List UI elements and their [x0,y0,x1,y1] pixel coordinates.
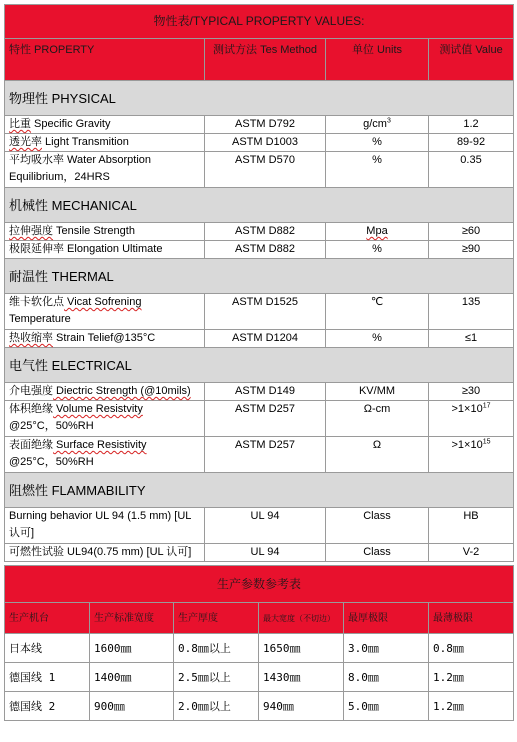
property-table [4,4,514,562]
property-cell [5,437,205,473]
unit-cell: % [326,134,429,152]
production-row [5,634,514,663]
property-cell [5,330,205,348]
production-header: 生产厚度 [174,603,259,634]
value-cell: 89-92 [429,134,514,152]
production-cell: 1430㎜ [259,663,344,692]
production-title: 生产参数参考表 [5,566,514,603]
method-cell: ASTM D882 [205,241,326,259]
property-cell [5,223,205,241]
value-base: >1×10 [451,403,483,415]
production-cell: 2.5㎜以上 [174,663,259,692]
production-header: 生产标准宽度 [90,603,174,634]
unit-cell: Class [326,508,429,544]
method-cell: ASTM D1525 [205,294,326,330]
production-row [5,663,514,692]
section-row [5,81,514,116]
production-cell: 0.8㎜以上 [174,634,259,663]
value-base: >1×10 [451,439,483,451]
section-flammability: 阻燃性 FLAMMABILITY [5,473,514,508]
unit-cell: Ω [326,437,429,473]
value-cell: 1.2 [429,116,514,134]
property-cn: 介电强度 [9,385,53,397]
production-row [5,692,514,721]
header-row [5,39,514,81]
method-cell: ASTM D570 [205,152,326,188]
section-row [5,348,514,383]
section-thermal: 耐温性 THERMAL [5,259,514,294]
method-cell: ASTM D792 [205,116,326,134]
property-en: Volume Resistvity [53,403,143,415]
property-en: Diectric Strength (@10mils) [53,385,191,397]
property-line2: Temperature [9,313,71,325]
table-row [5,134,514,152]
production-cell: 1600㎜ [90,634,174,663]
unit-cell: % [326,330,429,348]
property-cell [5,241,205,259]
value-cell: HB [429,508,514,544]
property-cn: 热收缩率 [9,332,53,344]
property-sheet [4,4,513,721]
property-cell [5,152,205,188]
unit-sup: 3 [386,117,391,125]
property-en: Vicat Sofrening [64,296,142,308]
property-en: Strain Telief@135°C [53,332,156,344]
section-physical: 物理性 PHYSICAL [5,81,514,116]
table-row [5,241,514,259]
method-cell: ASTM D1204 [205,330,326,348]
value-cell: 135 [429,294,514,330]
section-row [5,259,514,294]
header-unit: 单位 Units [326,39,429,81]
value-cell: ≥60 [429,223,514,241]
header-property: 特性 PROPERTY [5,39,205,81]
unit-cell: % [326,241,429,259]
table-row [5,223,514,241]
value-sup: 17 [482,402,491,410]
value-sup: 15 [482,438,491,446]
property-en: Surface Resistivity [53,439,147,451]
table-row [5,401,514,437]
section-mechanical: 机械性 MECHANICAL [5,188,514,223]
table-row [5,383,514,401]
header-value: 测试值 Value [429,39,514,81]
method-cell: UL 94 [205,508,326,544]
production-cell: 5.0㎜ [344,692,429,721]
production-cell: 8.0㎜ [344,663,429,692]
production-header: 最厚极限 [344,603,429,634]
title-row [5,5,514,39]
section-electrical: 电气性 ELECTRICAL [5,348,514,383]
method-cell: ASTM D1003 [205,134,326,152]
production-cell: 2.0㎜以上 [174,692,259,721]
method-cell: ASTM D257 [205,401,326,437]
table-title: 物性表/TYPICAL PROPERTY VALUES: [5,5,514,39]
production-cell: 德国线 2 [5,692,90,721]
production-cell: 1.2㎜ [429,663,514,692]
property-en: Light Transmition [42,136,129,148]
value-cell: ≥30 [429,383,514,401]
property-cell [5,294,205,330]
method-cell: UL 94 [205,544,326,562]
unit-text: Mpa [366,225,388,237]
production-cell: 0.8㎜ [429,634,514,663]
production-cell: 德国线 1 [5,663,90,692]
production-header-row [5,603,514,634]
property-cell [5,383,205,401]
value-cell [429,437,514,473]
production-cell: 1400㎜ [90,663,174,692]
property-cell [5,116,205,134]
unit-base: g/cm [363,118,387,130]
production-header: 生产机台 [5,603,90,634]
unit-cell [326,223,429,241]
value-cell: V-2 [429,544,514,562]
table-row [5,544,514,562]
production-cell: 940㎜ [259,692,344,721]
property-line2: @25°C，50%RH [9,420,94,432]
section-row [5,473,514,508]
table-row [5,116,514,134]
property-cn: 体积绝缘 [9,403,53,415]
method-cell: ASTM D257 [205,437,326,473]
unit-cell: KV/MM [326,383,429,401]
unit-cell: % [326,152,429,188]
property-en: Elongation Ultimate [64,243,163,255]
property-line1: Burning behavior UL 94 (1.5 mm) [UL [9,510,192,522]
property-cn: 维卡软化点 [9,296,64,308]
table-row [5,437,514,473]
table-row [5,152,514,188]
table-row [5,294,514,330]
property-line2: Equilibrium，24HRS [9,171,110,183]
property-cell [5,134,205,152]
property-line1: 平均吸水率 Water Absorption [9,154,152,166]
property-cell: 可燃性试验 UL94(0.75 mm) [UL 认可] [5,544,205,562]
production-cell: 1650㎜ [259,634,344,663]
table-row [5,330,514,348]
section-row [5,188,514,223]
property-cell [5,401,205,437]
value-cell [429,401,514,437]
property-cn: 比重 [9,118,31,130]
production-cell: 日本线 [5,634,90,663]
unit-cell [326,116,429,134]
property-line2: @25°C，50%RH [9,456,94,468]
method-cell: ASTM D882 [205,223,326,241]
property-cn: 拉伸强度 [9,225,53,237]
production-title-row [5,566,514,603]
production-cell: 3.0㎜ [344,634,429,663]
property-cn: 透光率 [9,136,42,148]
property-cn: 表面绝缘 [9,439,53,451]
method-cell: ASTM D149 [205,383,326,401]
property-en: Tensile Strength [53,225,135,237]
property-line2: 认可] [9,527,35,539]
property-cn: 极限延伸率 [9,243,64,255]
value-cell: ≥90 [429,241,514,259]
unit-cell: Class [326,544,429,562]
header-method: 测试方法 Tes Method [205,39,326,81]
property-en: Specific Gravity [31,118,111,130]
production-header: 最薄极限 [429,603,514,634]
production-header: 最大宽度（不切边） [259,603,344,634]
production-cell: 900㎜ [90,692,174,721]
production-table [4,565,514,721]
value-cell: 0.35 [429,152,514,188]
production-cell: 1.2㎜ [429,692,514,721]
value-cell: ≤1 [429,330,514,348]
unit-cell: Ω-cm [326,401,429,437]
property-cell [5,508,205,544]
table-row [5,508,514,544]
unit-cell: ℃ [326,294,429,330]
